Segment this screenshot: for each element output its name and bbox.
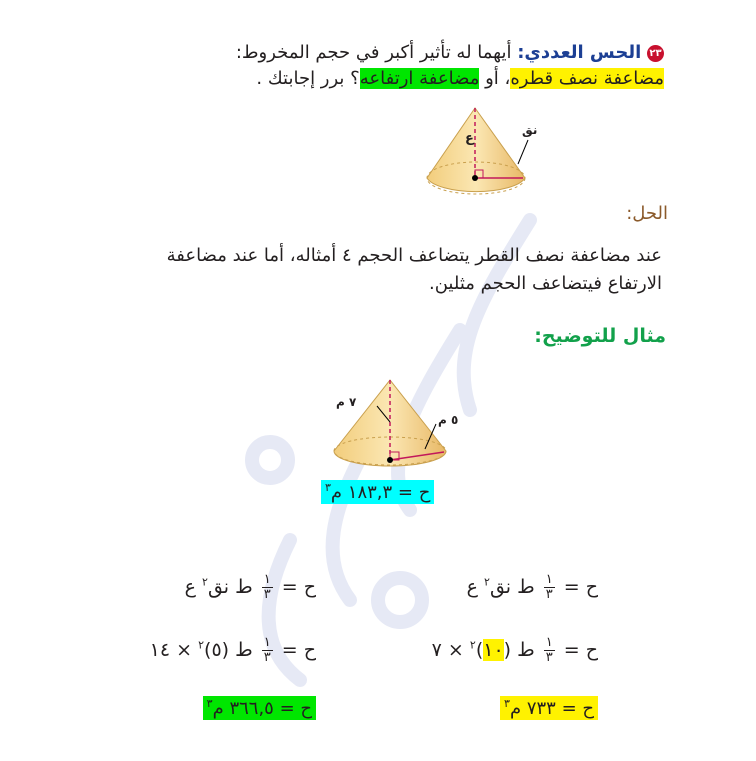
example-volume-text: ح = ١٨٣,٣ م: [330, 482, 431, 503]
frac-den: ٣: [263, 587, 271, 602]
left-formula-pi-r: ط نق: [207, 576, 253, 598]
left-substitution: [150, 636, 316, 665]
right-formula: [467, 573, 598, 602]
cone-radius-label: نق: [522, 123, 538, 137]
doubled-radius-value: ١٠: [483, 639, 504, 661]
left-formula: [185, 573, 316, 602]
frac-num: ١: [263, 635, 271, 650]
right-sub-pi: ط (: [503, 639, 535, 661]
fraction-one-third: [544, 573, 555, 602]
exp-square: ٢: [469, 638, 476, 652]
question-line1: أيهما له تأثير أكبر في حجم المخروط:: [235, 42, 512, 63]
example-radius-label: ٥ م: [438, 413, 459, 427]
solution-text: عند مضاعفة نصف القطر يتضاعف الحجم ٤ أمثاله، أما عند مضاعفة الارتفاع فيتضاعف الحجم مثلين.: [166, 245, 662, 294]
left-formula-lhs: ح =: [281, 576, 316, 598]
left-result-text: ح = ٣٦٦,٥ م: [212, 698, 312, 719]
left-sub-lhs: ح =: [281, 639, 316, 661]
left-formula-h: ع: [184, 576, 196, 598]
question: [64, 40, 664, 92]
question-end: ؟ برر إجابتك .: [256, 68, 360, 89]
fraction-one-third: [262, 636, 273, 665]
left-result-exp: ٣: [206, 697, 213, 710]
frac-den: ٣: [545, 587, 553, 602]
exp-square: ٢: [202, 575, 208, 589]
right-sub-lhs: ح =: [563, 639, 598, 661]
cone-figure: [415, 100, 565, 205]
example-volume: [321, 480, 434, 504]
frac-num: ١: [545, 635, 553, 650]
option-double-radius: مضاعفة نصف قطره: [510, 68, 664, 89]
question-separator: ، أو: [479, 68, 511, 89]
frac-den: ٣: [545, 650, 553, 665]
cone-height-label: ع: [465, 131, 474, 146]
exp-square: ٢: [198, 638, 205, 652]
question-title: الحس العددي:: [517, 42, 642, 63]
right-sub-paren: ): [475, 639, 484, 661]
left-sub-pi-r: ط (٥): [204, 639, 253, 661]
example-volume-exp: ٣: [325, 481, 331, 494]
right-result: [500, 696, 598, 720]
right-formula-lhs: ح =: [563, 576, 598, 598]
frac-num: ١: [545, 572, 553, 587]
left-result: [203, 696, 316, 720]
right-formula-h: ع: [466, 576, 478, 598]
right-formula-pi-r: ط نق: [489, 576, 535, 598]
exp-square: ٢: [484, 575, 490, 589]
right-sub-height: × ٧: [431, 639, 464, 661]
left-sub-doubled-height: × ١٤: [149, 639, 193, 661]
fraction-one-third: [262, 573, 273, 602]
right-result-exp: ٣: [504, 697, 510, 710]
right-substitution: [432, 636, 598, 665]
example-height-label: ٧ م: [336, 395, 357, 409]
solution-heading: الحل:: [626, 203, 668, 224]
frac-num: ١: [263, 572, 271, 587]
fraction-one-third: [544, 636, 555, 665]
right-result-text: ح = ٧٣٣ م: [509, 698, 594, 719]
example-heading: مثال للتوضيح:: [534, 325, 666, 347]
question-number-badge: ٢٣: [647, 45, 664, 62]
option-double-height: مضاعفة ارتفاعه: [359, 68, 480, 89]
frac-den: ٣: [263, 650, 271, 665]
